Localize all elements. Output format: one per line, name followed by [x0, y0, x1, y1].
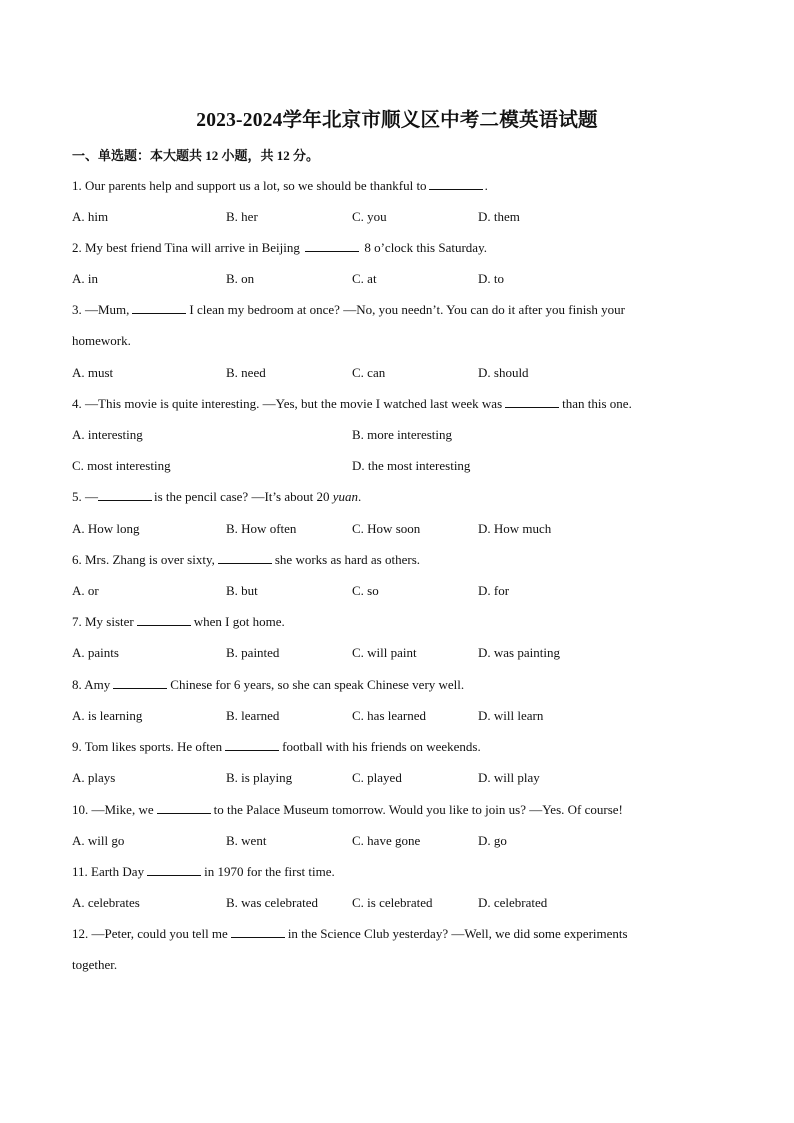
question-12: 12. —Peter, could you tell me in the Science Club yesterday? —Well, we did some experiments: [72, 926, 628, 941]
q8-option-c[interactable]: C. has learned: [352, 708, 427, 723]
q2-option-b[interactable]: B. on: [226, 271, 255, 286]
q9-option-d[interactable]: D. will play: [478, 770, 540, 785]
q3-option-c[interactable]: C. can: [352, 365, 386, 380]
q8-option-b[interactable]: B. learned: [226, 708, 280, 723]
page-title: 2023-2024学年北京市顺义区中考二模英语试题: [196, 110, 598, 131]
q7-option-d[interactable]: D. was painting: [478, 645, 560, 660]
q8-option-d[interactable]: D. will learn: [478, 708, 544, 723]
q8-option-a[interactable]: A. is learning: [72, 708, 143, 723]
q4-option-d[interactable]: D. the most interesting: [352, 458, 471, 473]
q11-option-c[interactable]: C. is celebrated: [352, 895, 433, 910]
q2-option-d[interactable]: D. to: [478, 271, 504, 286]
q4-option-b[interactable]: B. more interesting: [352, 427, 453, 442]
q10-option-c[interactable]: C. have gone: [352, 833, 421, 848]
q11-option-d[interactable]: D. celebrated: [478, 895, 548, 910]
q9-option-a[interactable]: A. plays: [72, 770, 116, 785]
q2-option-c[interactable]: C. at: [352, 271, 377, 286]
q3-option-d[interactable]: D. should: [478, 365, 529, 380]
question-4: 4. —This movie is quite interesting. —Yes, but the movie I watched last week was than this one.: [72, 396, 632, 411]
question-10: 10. —Mike, we to the Palace Museum tomorrow. Would you like to join us? —Yes. Of course!: [72, 802, 623, 817]
q6-option-c[interactable]: C. so: [352, 583, 379, 598]
question-1: 1. Our parents help and support us a lot, so we should be thankful to .: [72, 178, 488, 193]
q1-option-c[interactable]: C. you: [352, 209, 387, 224]
question-3-continued: homework.: [72, 333, 131, 348]
q1-option-a[interactable]: A. him: [72, 209, 109, 224]
q2-option-a[interactable]: A. in: [72, 271, 98, 286]
question-12-continued: together.: [72, 957, 118, 972]
question-11: 11. Earth Day in 1970 for the first time.: [72, 864, 335, 879]
q5-option-d[interactable]: D. How much: [478, 521, 552, 536]
question-9: 9. Tom likes sports. He often football with his friends on weekends.: [72, 739, 481, 754]
q5-option-c[interactable]: C. How soon: [352, 521, 421, 536]
question-2: 2. My best friend Tina will arrive in Beijing 8 o’clock this Saturday.: [72, 240, 487, 255]
q7-option-c[interactable]: C. will paint: [352, 645, 417, 660]
question-3: 3. —Mum, I clean my bedroom at once? —No, you needn’t. You can do it after you finish your: [72, 302, 625, 317]
q9-option-b[interactable]: B. is playing: [226, 770, 293, 785]
q11-option-b[interactable]: B. was celebrated: [226, 895, 319, 910]
q10-option-b[interactable]: B. went: [226, 833, 267, 848]
q6-option-a[interactable]: A. or: [72, 583, 99, 598]
question-8: 8. Amy Chinese for 6 years, so she can speak Chinese very well.: [72, 677, 465, 692]
section-heading: 一、单选题：本大题共 12 小题，共 12 分。: [72, 148, 320, 163]
question-6: 6. Mrs. Zhang is over sixty, she works as hard as others.: [72, 552, 421, 567]
q7-option-b[interactable]: B. painted: [226, 645, 280, 660]
q5-option-a[interactable]: A. How long: [72, 521, 140, 536]
q6-option-d[interactable]: D. for: [478, 583, 510, 598]
q10-option-a[interactable]: A. will go: [72, 833, 125, 848]
q4-option-a[interactable]: A. interesting: [72, 427, 143, 442]
q3-option-a[interactable]: A. must: [72, 365, 114, 380]
q11-option-a[interactable]: A. celebrates: [72, 895, 140, 910]
q1-option-d[interactable]: D. them: [478, 209, 520, 224]
question-5: 5. — is the pencil case? —It’s about 20 yuan.: [72, 489, 362, 504]
q1-option-b[interactable]: B. her: [226, 209, 258, 224]
q7-option-a[interactable]: A. paints: [72, 645, 119, 660]
q6-option-b[interactable]: B. but: [226, 583, 258, 598]
q9-option-c[interactable]: C. played: [352, 770, 402, 785]
q3-option-b[interactable]: B. need: [226, 365, 266, 380]
question-7: 7. My sister when I got home.: [72, 614, 285, 629]
q4-option-c[interactable]: C. most interesting: [72, 458, 171, 473]
q10-option-d[interactable]: D. go: [478, 833, 507, 848]
q5-option-b[interactable]: B. How often: [226, 521, 297, 536]
